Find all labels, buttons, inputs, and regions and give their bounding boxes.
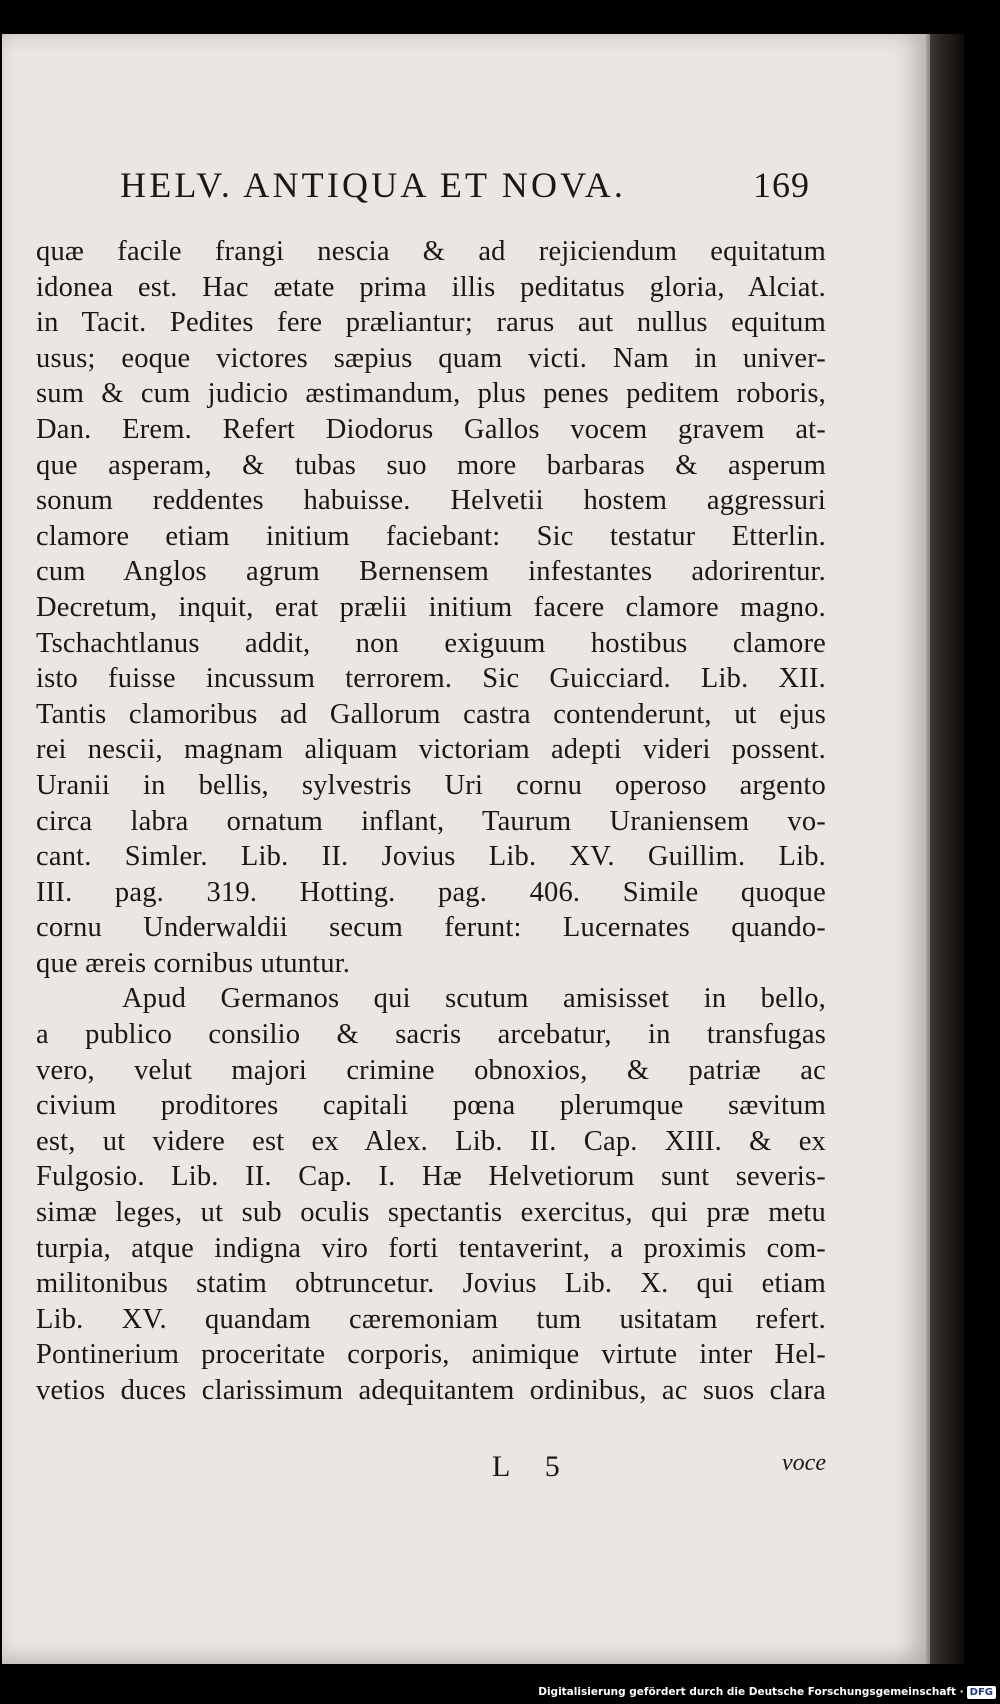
- book-page-edge: [926, 34, 964, 1664]
- text-line: civium proditores capitali pœna plerumque sævitum: [36, 1090, 826, 1122]
- text-line: simæ leges, ut sub oculis spectantis exercitus, qui præ metu: [36, 1197, 826, 1229]
- text-line: isto fuisse incussum terrorem. Sic Guicciard. Lib. XII.: [36, 663, 826, 695]
- body-text: [36, 234, 826, 1409]
- dfg-logo-icon: DFG: [967, 1686, 996, 1699]
- text-line: usus; eoque victores sæpius quam victi. Nam in univer-: [36, 342, 826, 374]
- text-line: Uranii in bellis, sylvestris Uri cornu operoso argento: [36, 769, 826, 801]
- text-line: Lib. XV. quandam cæremoniam tum usitatam refert.: [36, 1303, 826, 1335]
- page-header: [120, 164, 810, 214]
- text-line: vero, velut majori crimine obnoxios, & patriæ ac: [36, 1054, 826, 1086]
- text-line: Pontinerium proceritate corporis, animique virtute inter Hel-: [36, 1339, 826, 1371]
- text-line: III. pag. 319. Hotting. pag. 406. Simile quoque: [36, 876, 826, 908]
- text-line: rei nescii, magnam aliquam victoriam adepti videri possent.: [36, 734, 826, 766]
- text-line: idonea est. Hac ætate prima illis peditatus gloria, Alciat.: [36, 271, 826, 303]
- page-number: 169: [753, 165, 810, 205]
- text-line: cum Anglos agrum Bernensem infestantes adorirentur.: [36, 556, 826, 588]
- text-line: in Tacit. Pedites fere præliantur; rarus aut nullus equitum: [36, 307, 826, 339]
- text-line: clamore etiam initium faciebant: Sic testatur Etterlin.: [36, 520, 826, 552]
- book-page: [2, 34, 926, 1664]
- text-line: Dan. Erem. Refert Diodorus Gallos vocem gravem at-: [36, 413, 826, 445]
- page-footer: [36, 1450, 826, 1490]
- text-line: quæ facile frangi nescia & ad rejiciendum equitatum: [36, 236, 826, 267]
- running-head: HELV. ANTIQUA ET NOVA.: [120, 165, 627, 205]
- text-line: Apud Germanos qui scutum amisisset in bello,: [122, 983, 826, 1015]
- text-line: sonum reddentes habuisse. Helvetii hostem aggressuri: [36, 485, 826, 517]
- text-line: Fulgosio. Lib. II. Cap. I. Hæ Helvetiorum sunt severis-: [36, 1161, 826, 1193]
- text-line: circa labra ornatum inflant, Taurum Uraniensem vo-: [36, 805, 826, 837]
- text-line: cornu Underwaldii secum ferunt: Lucernates quando-: [36, 912, 826, 944]
- text-line: turpia, atque indigna viro forti tentaverint, a proximis com-: [36, 1232, 826, 1264]
- text-line: cant. Simler. Lib. II. Jovius Lib. XV. Guillim. Lib.: [36, 841, 826, 873]
- text-line: que asperam, & tubas suo more barbaras & asperum: [36, 449, 826, 481]
- text-line: Tantis clamoribus ad Gallorum castra contenderunt, ut ejus: [36, 698, 826, 730]
- text-line: vetios duces clarissimum adequitantem ordinibus, ac suos clara: [36, 1375, 826, 1406]
- text-line: militonibus statim obtruncetur. Jovius Lib. X. qui etiam: [36, 1268, 826, 1300]
- catchword: voce: [782, 1450, 826, 1476]
- text-line: que æreis cornibus utuntur.: [36, 947, 351, 979]
- credit-text: Digitalisierung gefördert durch die Deutsche Forschungsgemeinschaft ·: [538, 1686, 964, 1698]
- text-line: Decretum, inquit, erat prælii initium facere clamore magno.: [36, 591, 826, 623]
- signature-mark: L 5: [492, 1450, 574, 1483]
- text-line: Tschachtlanus addit, non exiguum hostibus clamore: [36, 627, 826, 659]
- digitization-credit: [538, 1683, 996, 1701]
- text-line: a publico consilio & sacris arcebatur, in transfugas: [36, 1019, 826, 1051]
- text-line: sum & cum judicio æstimandum, plus penes peditem roboris,: [36, 378, 826, 410]
- text-line: est, ut videre est ex Alex. Lib. II. Cap. XIII. & ex: [36, 1125, 826, 1157]
